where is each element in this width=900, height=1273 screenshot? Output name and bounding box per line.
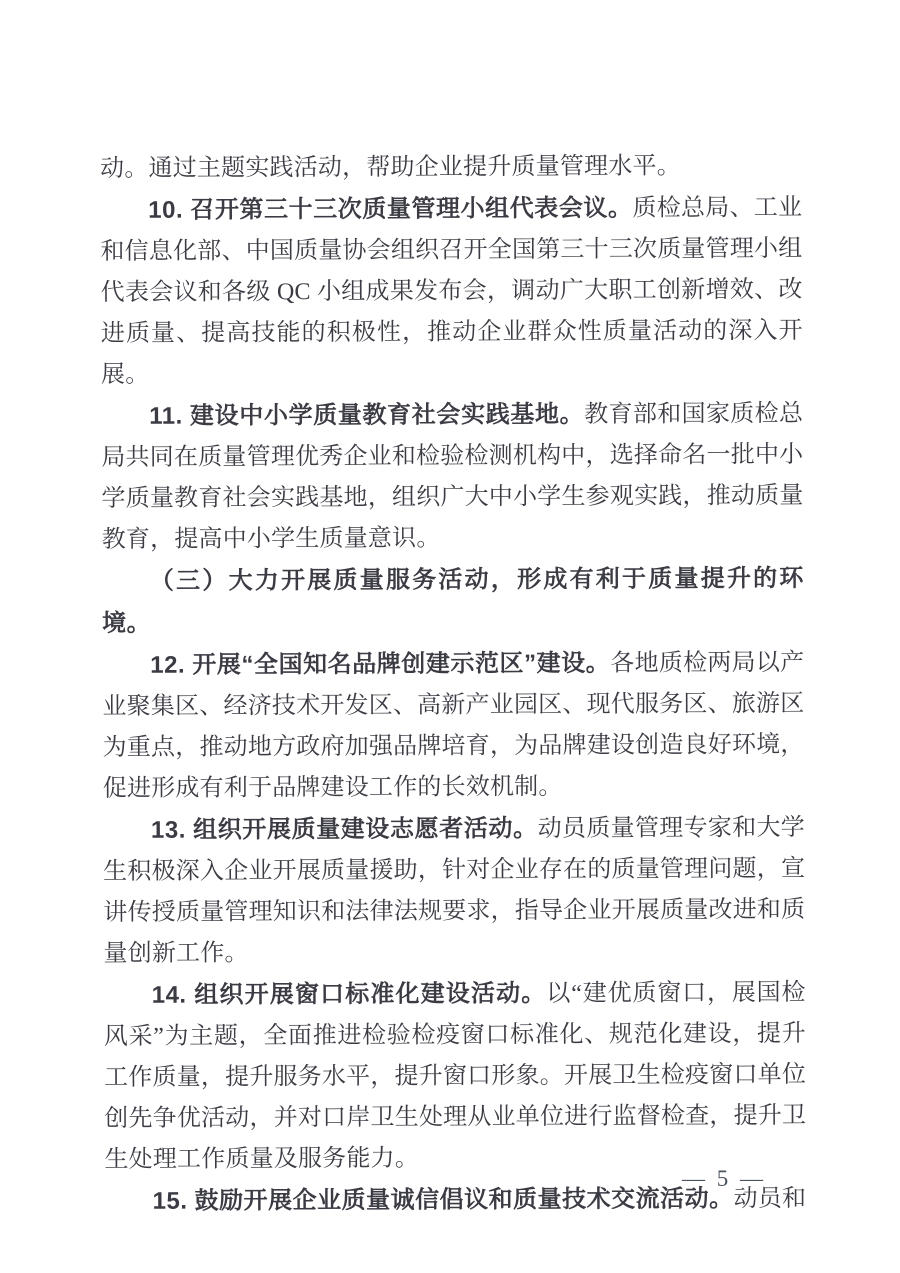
paragraph-text: 各地质检两局以产业聚集区、经济技术开发区、高新产业园区、现代服务区、旅游区为重点，推动地方政府加强品牌培育，为品牌建设创造良好环境，促进形成有利于品牌建设工作的长效机制。 (102, 649, 805, 802)
paragraph-text: 以“建优质窗口，展国检风采”为主题，全面推进检验检疫窗口标准化、规范化建设，提升工作质量，提升服务水平，提升窗口形象。开展卫生检疫窗口单位创先争优活动，并对口岸卫生处理从业单位进行监督检查，提升卫生处理工作质量及服务能力。 (103, 979, 807, 1173)
paragraph-heading: 10. 召开第三十三次质量管理小组代表会议。 (148, 194, 633, 224)
section-heading-text: （三）大力开展质量服务活动，形成有利于质量提升的环境。 (102, 564, 804, 637)
paragraph-heading: 12. 开展“全国知名品牌创建示范区”建设。 (150, 649, 611, 679)
paragraph-heading: 15. 鼓励开展企业质量诚信倡议和质量技术交流活动。 (152, 1185, 734, 1215)
page-number: — 5 — (682, 1166, 766, 1191)
section-heading-3 (102, 558, 804, 645)
paragraph-continuation (100, 146, 802, 190)
paragraph-heading: 14. 组织开展窗口标准化建设活动。 (151, 980, 547, 1009)
paragraph-text: 质检总局、工业和信息化部、中国质量协会组织召开全国第三十三次质量管理小组代表会议和各级 QC 小组成果发布会，调动广大职工创新增效、改进质量、提高技能的积极性，推动企业群众性质量活动的深入开展。 (100, 194, 803, 388)
paragraph-item-10 (100, 187, 803, 396)
paragraph-text: 动员质量管理专家和大学生积极深入企业开展质量援助，针对企业存在的质量管理问题，宣讲传授质量管理知识和法律法规要求，指导企业开展质量改进和质量创新工作。 (103, 814, 806, 967)
paragraph-heading: 11. 建设中小学质量教育社会实践基地。 (149, 400, 585, 430)
paragraph-item-11 (101, 393, 804, 561)
paragraph-heading: 13. 组织开展质量建设志愿者活动。 (150, 815, 538, 844)
paragraph-item-14 (104, 972, 807, 1181)
document-body (100, 146, 807, 1223)
paragraph-text: 动员和 (733, 1185, 807, 1213)
paragraph-item-12 (102, 642, 805, 810)
paragraph-text: 动。通过主题实践活动，帮助企业提升质量管理水平。 (100, 153, 681, 182)
paragraph-text: 教育部和国家质检总局共同在质量管理优秀企业和检验检测机构中，选择命名一批中小学质量教育社会实践基地，组织广大中小学生参观实践，推动质量教育，提高中小学生质量意识。 (101, 400, 804, 553)
paragraph-item-13 (103, 807, 806, 975)
